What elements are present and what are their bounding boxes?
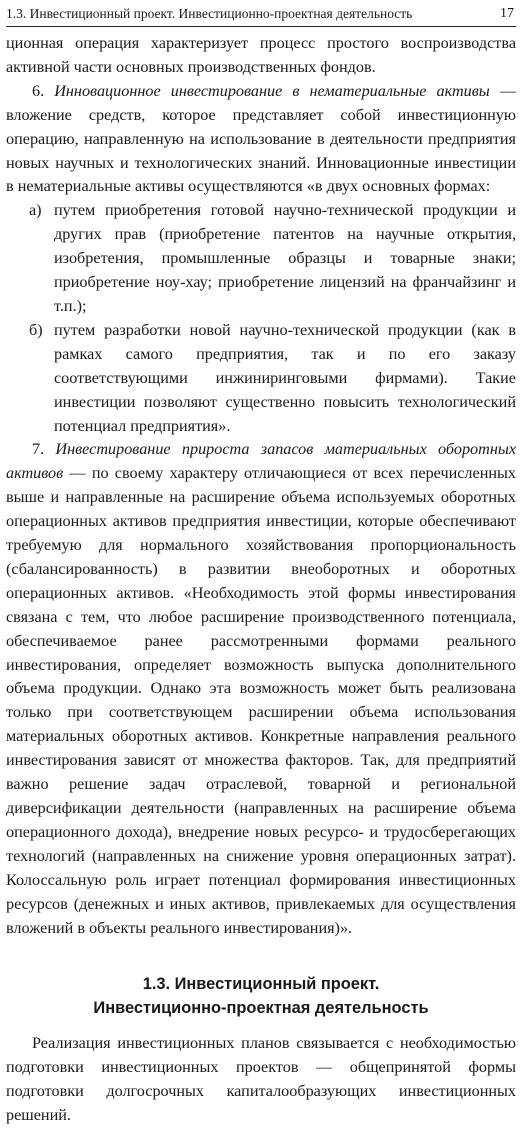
item-number: 7. [32,440,56,459]
item-term: Инвестирование прироста запасов материальных оборотных активов [6,440,517,483]
list-item-text: путем приобретения готовой научно-технической продукции и других прав (приобретение патентов на научные открытия, изобретения, промышленные образцы и товарные знаки; приобретение ноу-хау; приобретение лицензий на франчайзинг и т.п.); [54,201,516,315]
item-term: Инновационное инвестирование в нематериальные активы [54,81,490,100]
section-heading-line: 1.3. Инвестиционный проект. [142,975,380,994]
item-number: 6. [32,81,55,100]
list-marker: а) [29,201,42,220]
section-heading [6,972,516,1020]
list-item-a [6,199,516,319]
running-header [6,2,516,27]
paragraph: Реализация инвестиционных планов связывается с необходимостью подготовки инвестиционных проектов — общепринятой формы подготовки долгосрочных капиталообразующих инвестиционных решений. [6,1034,516,1125]
paragraph-item-7 [6,438,516,940]
list-marker: б) [29,320,43,339]
page-number: 17 [500,6,514,21]
list-item-text: путем разработки новой научно-технической продукции (как в рамках самого предприятия, так и по его заказу соответствующими инжиниринговыми фирмами). Такие инвестиции позволяют существенно повысить технологический потенциал предприятия». [54,320,516,435]
item-definition: — по своему характеру отличающиеся от всех перечисленных выше и направленные на расширение объема используемых оборотных операционных активов предприятия инвестиции, которые обеспечивают требуемую для нормального хозяйствования пропорциональность (сбалансированность) в развитии внеоборотных и оборотных операционных активов. «Необходимость этой формы инвестирования связана с тем, что любое расширение производственного потенциала, обеспечиваемое ранее рассмотренными формами реального инвестирования, определяет возможность выпуска дополнительного объема продукции. Однако эта возможность может быть реализована только при соответствующем расширении объема использования материальных оборотных активов. Конкретные направления реального инвестирования зависят от множества факторов. Так, для предприятий важно решение задач отраслевой, товарной и региональной диверсификации деятельности (направленных на расширение объема операционного дохода), внедрение новых ресурсо- и трудосберегающих технологий (направленных на снижение уровня операционных затрат). Колоссальную роль играет потенциал формирования инвестиционных ресурсов (денежных и иных активов, привлекаемых для осуществления вложений в объекты реального инвестирования)». [6,464,516,937]
running-title: 1.3. Инвестиционный проект. Инвестиционно-проектная деятельность [6,6,413,21]
page-body [6,32,516,1128]
section-heading-line: Инвестиционно-проектная деятельность [93,999,429,1018]
list-item-b [6,319,516,439]
paragraph-continuation: ционная операция характеризует процесс простого воспроизводства активной части основных производственных фондов. [6,34,516,76]
paragraph-item-6 [6,80,516,200]
item-definition: — вложение средств, которое представляет собой инвестиционную операцию, направленную на использование в деятельности предприятия новых научных и технологических знаний. Инновационные инвестиции в нематериальные активы осуществляются «в двух основных формах: [6,81,517,196]
